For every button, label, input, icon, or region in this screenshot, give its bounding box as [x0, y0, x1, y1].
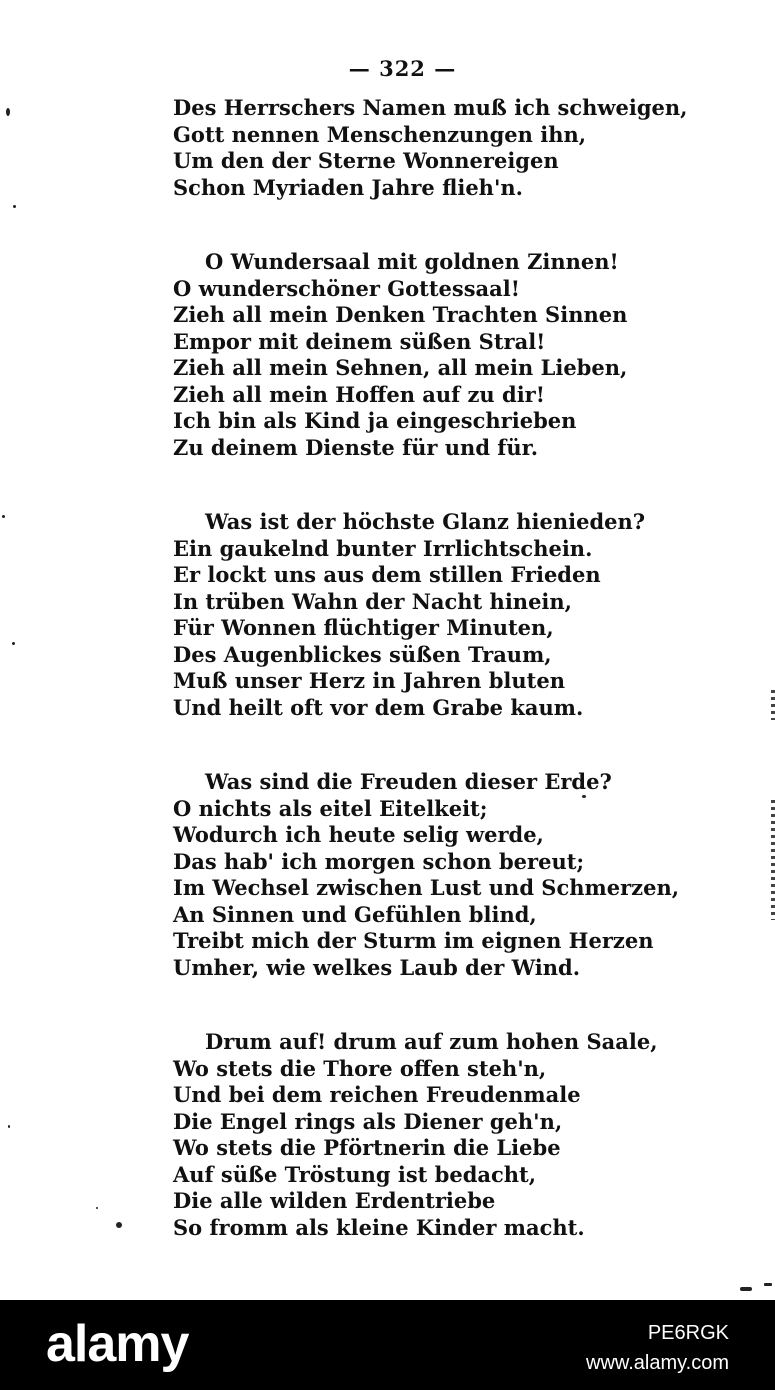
scan-edge — [771, 690, 775, 720]
poem-line: Empor mit deinem süßen Stral! — [173, 328, 546, 354]
scan-speck — [764, 1283, 772, 1286]
stanza-3 — [173, 509, 646, 721]
image-code: PE6RGK — [647, 1322, 729, 1344]
poem-line: Und bei dem reichen Freudenmale — [173, 1082, 581, 1107]
poem-line: Auf süße Tröstung ist bedacht, — [173, 1161, 537, 1187]
scan-speck — [116, 1222, 122, 1228]
poem-line: Was ist der höchste Glanz hienieden? — [205, 509, 646, 534]
poem-line: Ich bin als Kind ja eingeschrieben — [173, 408, 577, 433]
poem — [173, 95, 688, 1289]
watermark-logo: alamy — [46, 1315, 189, 1373]
watermark-banner — [0, 1300, 775, 1390]
poem-line: O wunderschöner Gottessaal! — [173, 275, 520, 301]
poem-line: Wodurch ich heute selig werde, — [173, 822, 544, 847]
stanza-1 — [173, 95, 688, 201]
stanza-2 — [173, 249, 628, 461]
poem-line: Er lockt uns aus dem stillen Frieden — [173, 562, 601, 587]
poem-line: Muß unser Herz in Jahren bluten — [173, 668, 566, 693]
watermark-url: www.alamy.com — [586, 1352, 729, 1374]
poem-line: Ein gaukelnd bunter Irrlichtschein. — [173, 535, 593, 561]
scan-speck — [8, 1125, 10, 1128]
poem-line: Wo stets die Pförtnerin die Liebe — [173, 1135, 561, 1160]
poem-line: So fromm als kleine Kinder macht. — [173, 1214, 585, 1240]
poem-line: O nichts als eitel Eitelkeit; — [173, 795, 488, 821]
poem-line: Des Herrschers Namen muß ich schweigen, — [173, 95, 688, 120]
poem-line: Was sind die Freuden dieser Erde? — [205, 769, 612, 794]
poem-line: Wo stets die Thore offen steh'n, — [173, 1055, 547, 1081]
poem-line: Zieh all mein Hoffen auf zu dir! — [173, 381, 545, 407]
poem-line: In trüben Wahn der Nacht hinein, — [173, 588, 572, 614]
poem-line: Schon Myriaden Jahre flieh'n. — [173, 174, 523, 200]
poem-line: Treibt mich der Sturm im eignen Herzen — [173, 928, 654, 953]
poem-line: O Wundersaal mit goldnen Zinnen! — [205, 249, 619, 274]
page-number: — 322 — — [348, 56, 457, 81]
scan-speck — [96, 1207, 98, 1209]
poem-line: Zieh all mein Denken Trachten Sinnen — [173, 302, 628, 327]
poem-line: Das hab' ich morgen schon bereut; — [173, 848, 585, 874]
scan-speck — [13, 205, 16, 208]
poem-line: Zu deinem Dienste für und für. — [173, 434, 539, 460]
stanza-5 — [173, 1029, 658, 1241]
poem-line: An Sinnen und Gefühlen blind, — [173, 901, 537, 927]
scan-edge — [771, 800, 775, 920]
scan-speck — [740, 1287, 752, 1291]
poem-line: Umher, wie welkes Laub der Wind. — [173, 954, 581, 980]
scan-speck — [6, 108, 10, 116]
poem-line: Für Wonnen flüchtiger Minuten, — [173, 615, 554, 640]
poem-line: Die alle wilden Erdentriebe — [173, 1188, 496, 1213]
poem-line: Gott nennen Menschenzungen ihn, — [173, 121, 587, 147]
scan-speck — [582, 795, 586, 798]
poem-line: Drum auf! drum auf zum hohen Saale, — [205, 1029, 658, 1054]
poem-line: Und heilt oft vor dem Grabe kaum. — [173, 694, 584, 720]
poem-line: Im Wechsel zwischen Lust und Schmerzen, — [173, 875, 680, 900]
scan-speck — [2, 515, 5, 518]
poem-line: Des Augenblickes süßen Traum, — [173, 641, 552, 667]
stanza-4 — [173, 769, 680, 981]
poem-line: Die Engel rings als Diener geh'n, — [173, 1108, 563, 1134]
scan-speck — [12, 642, 15, 645]
poem-line: Um den der Sterne Wonnereigen — [173, 148, 559, 173]
poem-line: Zieh all mein Sehnen, all mein Lieben, — [173, 355, 628, 380]
